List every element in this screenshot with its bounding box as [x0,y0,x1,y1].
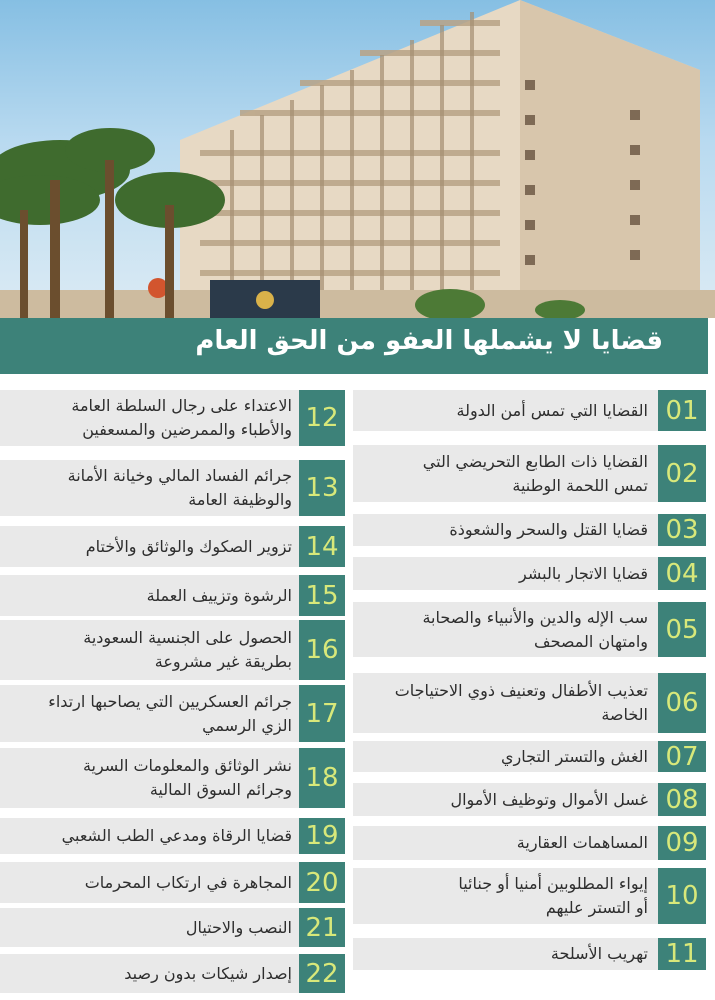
list-item-text: جرائم العسكريين التي يصاحبها ارتداء الزي الرسمي [48,691,292,735]
list-item-text: قضايا الاتجار بالبشر [519,563,648,583]
list-item-number: 18 [299,748,345,808]
list-item [0,908,345,947]
list-item [353,783,708,816]
list-item-number: 13 [299,460,345,516]
list-item [0,526,345,567]
list-item [353,938,708,970]
list-item-number: 02 [658,445,706,502]
list-item [353,557,708,590]
list-item [0,818,345,854]
list-item-text: إيواء المطلوبين أمنيا أو جنائيا أو التستر عليهم [458,874,648,917]
list-item [353,390,708,431]
list-item [353,868,708,924]
list-item [353,741,708,772]
list-item [353,826,708,860]
list-item [0,862,345,903]
title-banner [0,318,708,374]
list-item-text: إصدار شيكات بدون رصيد [124,963,292,983]
list-item-number: 22 [299,954,345,993]
list-item-text: الاعتداء على رجال السلطة العامة والأطباء والممرضين والمسعفين [71,396,292,439]
list-item-number: 16 [299,620,345,680]
list-item-text: الحصول على الجنسية السعودية بطريقة غير مشروعة [83,628,292,671]
list-item-text: القضايا ذات الطابع التحريضي التي تمس اللحمة الوطنية [422,451,648,495]
list-item [0,685,345,742]
list-item-text: تزوير الصكوك والوثائق والأختام [85,536,292,556]
list-item-text: المساهمات العقارية [516,833,648,852]
list-item-number: 12 [299,390,345,446]
building-illustration [0,0,715,318]
list-item-number: 06 [658,673,706,733]
list-item-number: 19 [299,818,345,854]
list-item-number: 09 [658,826,706,860]
list-item-number: 15 [299,575,345,616]
list-item-number: 08 [658,783,706,816]
list-item-text: تعذيب الأطفال وتعنيف ذوي الاحتياجات الخاصة [394,681,648,724]
list-item-number: 21 [299,908,345,947]
list-item-text: الرشوة وتزييف العملة [146,585,292,605]
list-item [0,390,345,446]
list-item-text: نشر الوثائق والمعلومات السرية وجرائم السوق المالية [82,756,292,799]
list-item-text: النصب والاحتيال [185,917,292,937]
list-item [353,602,708,657]
list-item [0,620,345,680]
list-item-number: 04 [658,557,706,590]
list-item-number: 05 [658,602,706,657]
header-photo-building [0,0,715,318]
list-item-number: 17 [299,685,345,742]
list-item-text: تهريب الأسلحة [550,944,648,963]
list-item-text: قضايا الرقاة ومدعي الطب الشعبي [61,826,292,845]
list-item [0,575,345,616]
list-item-text: جرائم الفساد المالي وخيانة الأمانة والوظيفة العامة [67,466,292,509]
list-item-number: 14 [299,526,345,567]
list-item-text: قضايا القتل والسحر والشعوذة [449,520,648,539]
list-item-text: الغش والتستر التجاري [500,746,648,766]
list-item-number: 01 [658,390,706,431]
list-item [353,445,708,502]
list-item-text: سب الإله والدين والأنبياء والصحابة وامتهان المصحف [422,607,648,651]
list-item [353,673,708,733]
list-item [0,460,345,516]
list-item [0,954,345,993]
page-title: قضايا لا يشملها العفو من الحق العام [195,326,663,356]
list-item-text: المجاهرة في ارتكاب المحرمات [84,872,292,892]
list-item [353,514,708,546]
list-item-text: القضايا التي تمس أمن الدولة [456,400,648,420]
list-item-number: 10 [658,868,706,924]
list-item-number: 07 [658,741,706,772]
list-item-number: 11 [658,938,706,970]
list-item [0,748,345,808]
list-item-number: 03 [658,514,706,546]
list-item-number: 20 [299,862,345,903]
list-item-text: غسل الأموال وتوظيف الأموال [450,789,648,809]
